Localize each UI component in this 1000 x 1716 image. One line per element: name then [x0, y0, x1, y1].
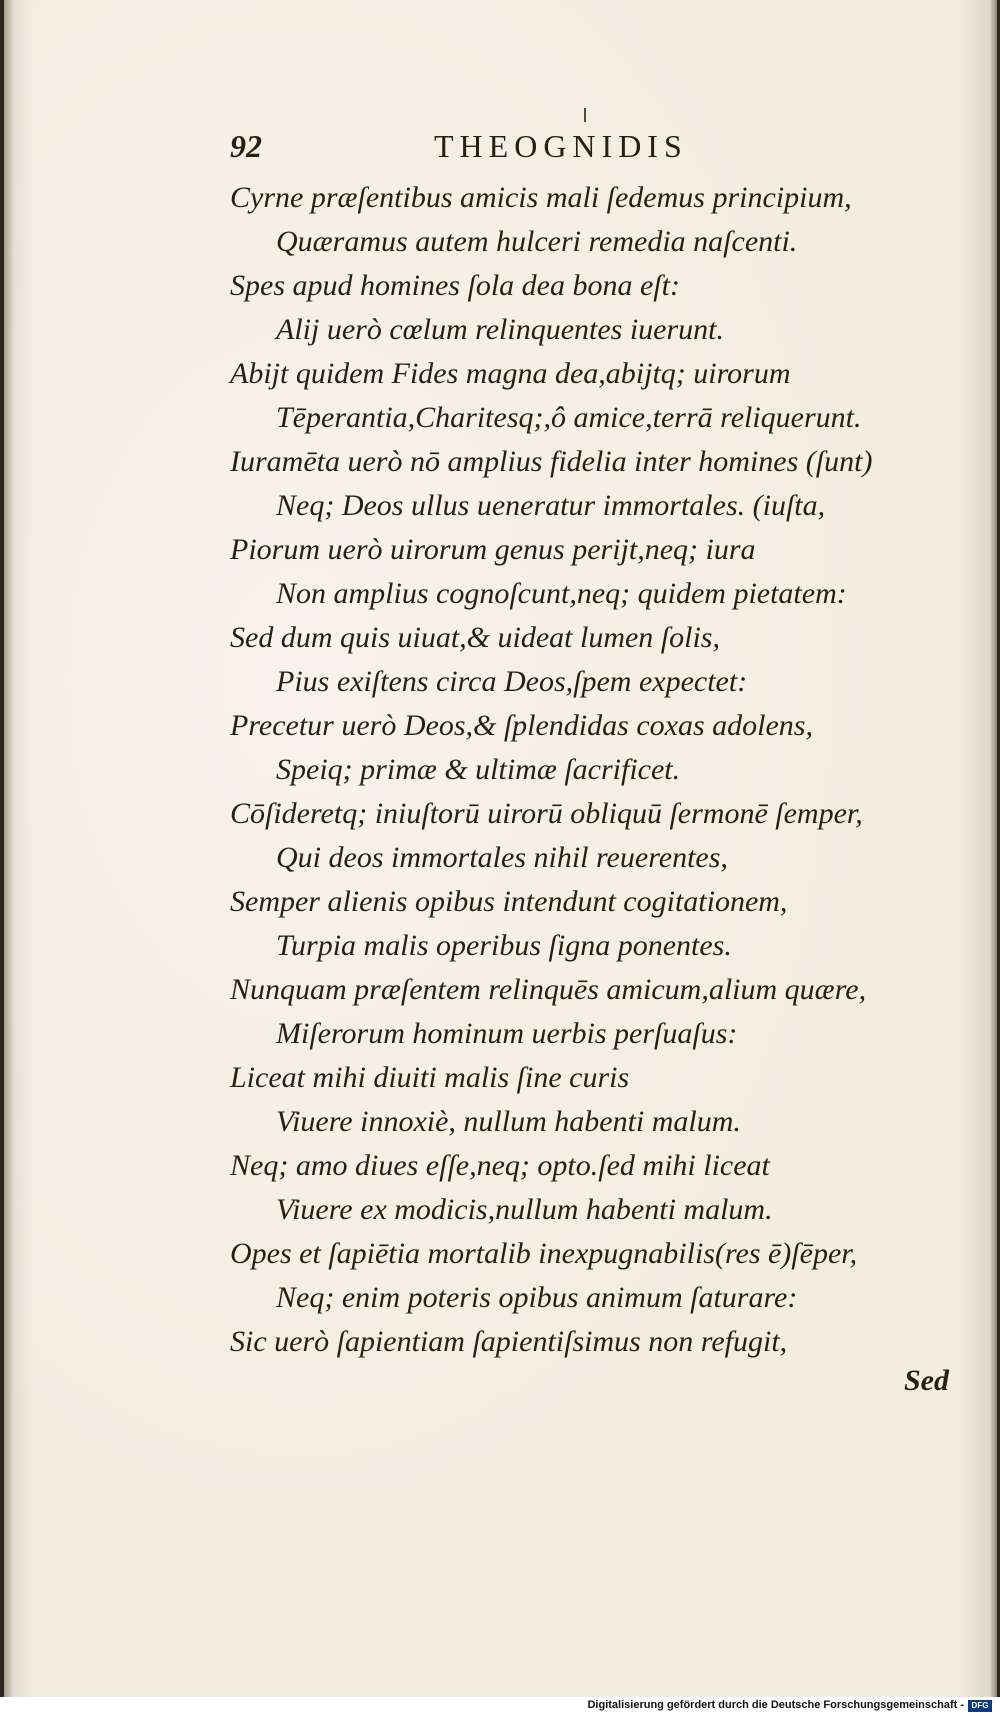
- book-page: [4, 0, 997, 1697]
- verse-line: Neq; amo diues eſſe,neq; opto.ſed mihi liceat: [230, 1149, 770, 1182]
- verse-line: Qui deos immortales nihil reuerentes,: [276, 841, 728, 874]
- verse-line: Nunquam præſentem relinquēs amicum,alium quære,: [230, 973, 867, 1006]
- verse-line: Opes et ſapiētia mortalib inexpugnabilis(res ē)ſēper,: [230, 1237, 858, 1270]
- verse-line: Non amplius cognoſcunt,neq; quidem pietatem:: [276, 577, 847, 610]
- verse-line: Turpia malis operibus ſigna ponentes.: [276, 929, 732, 962]
- verse-line: Viuere ex modicis,nullum habenti malum.: [276, 1193, 773, 1226]
- verse-line: Miſerorum hominum uerbis perſuaſus:: [276, 1017, 738, 1050]
- verse-line: Alij uerò cœlum relinquentes iuerunt.: [276, 313, 724, 346]
- footer-credit: Digitalisierung gefördert durch die Deutsche Forschungsgemeinschaft -: [587, 1699, 964, 1711]
- verse-line: Neq; enim poteris opibus animum ſaturare:: [276, 1281, 798, 1314]
- verse-line: Sed dum quis uiuat,& uideat lumen ſolis,: [230, 621, 720, 654]
- verse-line: Piorum uerò uirorum genus perijt,neq; iura: [230, 533, 756, 566]
- verse-line: Semper alienis opibus intendunt cogitationem,: [230, 885, 788, 918]
- verse-line: Liceat mihi diuiti malis ſine curis: [230, 1061, 630, 1094]
- verse-line: Precetur uerò Deos,& ſplendidas coxas adolens,: [230, 709, 813, 742]
- verse-line: Cōſideretq; iniuſtorū uirorū obliquū ſermonē ſemper,: [230, 797, 863, 830]
- page-edge-left: [4, 0, 14, 1697]
- dfg-logo-icon: DFG: [968, 1700, 992, 1712]
- verse-line: Spes apud homines ſola dea bona eſt:: [230, 269, 680, 302]
- verse-line: Pius exiſtens circa Deos,ſpem expectet:: [276, 665, 748, 698]
- verse-line: Sic uerò ſapientiam ſapientiſsimus non refugit,: [230, 1325, 788, 1358]
- verse-line: Viuere innoxiè, nullum habenti malum.: [276, 1105, 741, 1138]
- verse-line: Tēperantia,Charitesq;,ô amice,terrā reliquerunt.: [276, 401, 862, 434]
- verse-line: Neq; Deos ullus ueneratur immortales. (iuſta,: [276, 489, 826, 522]
- digitization-footer: [0, 1697, 1000, 1716]
- page-edge-right: [989, 0, 997, 1697]
- verse-line: Cyrne præſentibus amicis mali ſedemus principium,: [230, 181, 852, 214]
- verse-line: Speiq; primæ & ultimæ ſacrificet.: [276, 753, 681, 786]
- printer-mark: [584, 108, 586, 122]
- poem-text-block: [230, 176, 957, 1364]
- page-header: [230, 128, 937, 168]
- verse-line: Abijt quidem Fides magna dea,abijtq; uirorum: [230, 357, 791, 390]
- verse-line: Iuramēta uerò nō amplius fidelia inter homines (ſunt): [230, 445, 873, 478]
- running-head: THEOGNIDIS: [434, 128, 688, 164]
- verse-line: Quæramus autem hulceri remedia naſcenti.: [276, 225, 798, 258]
- page-number: 92: [230, 128, 262, 164]
- catchword: Sed: [904, 1364, 949, 1397]
